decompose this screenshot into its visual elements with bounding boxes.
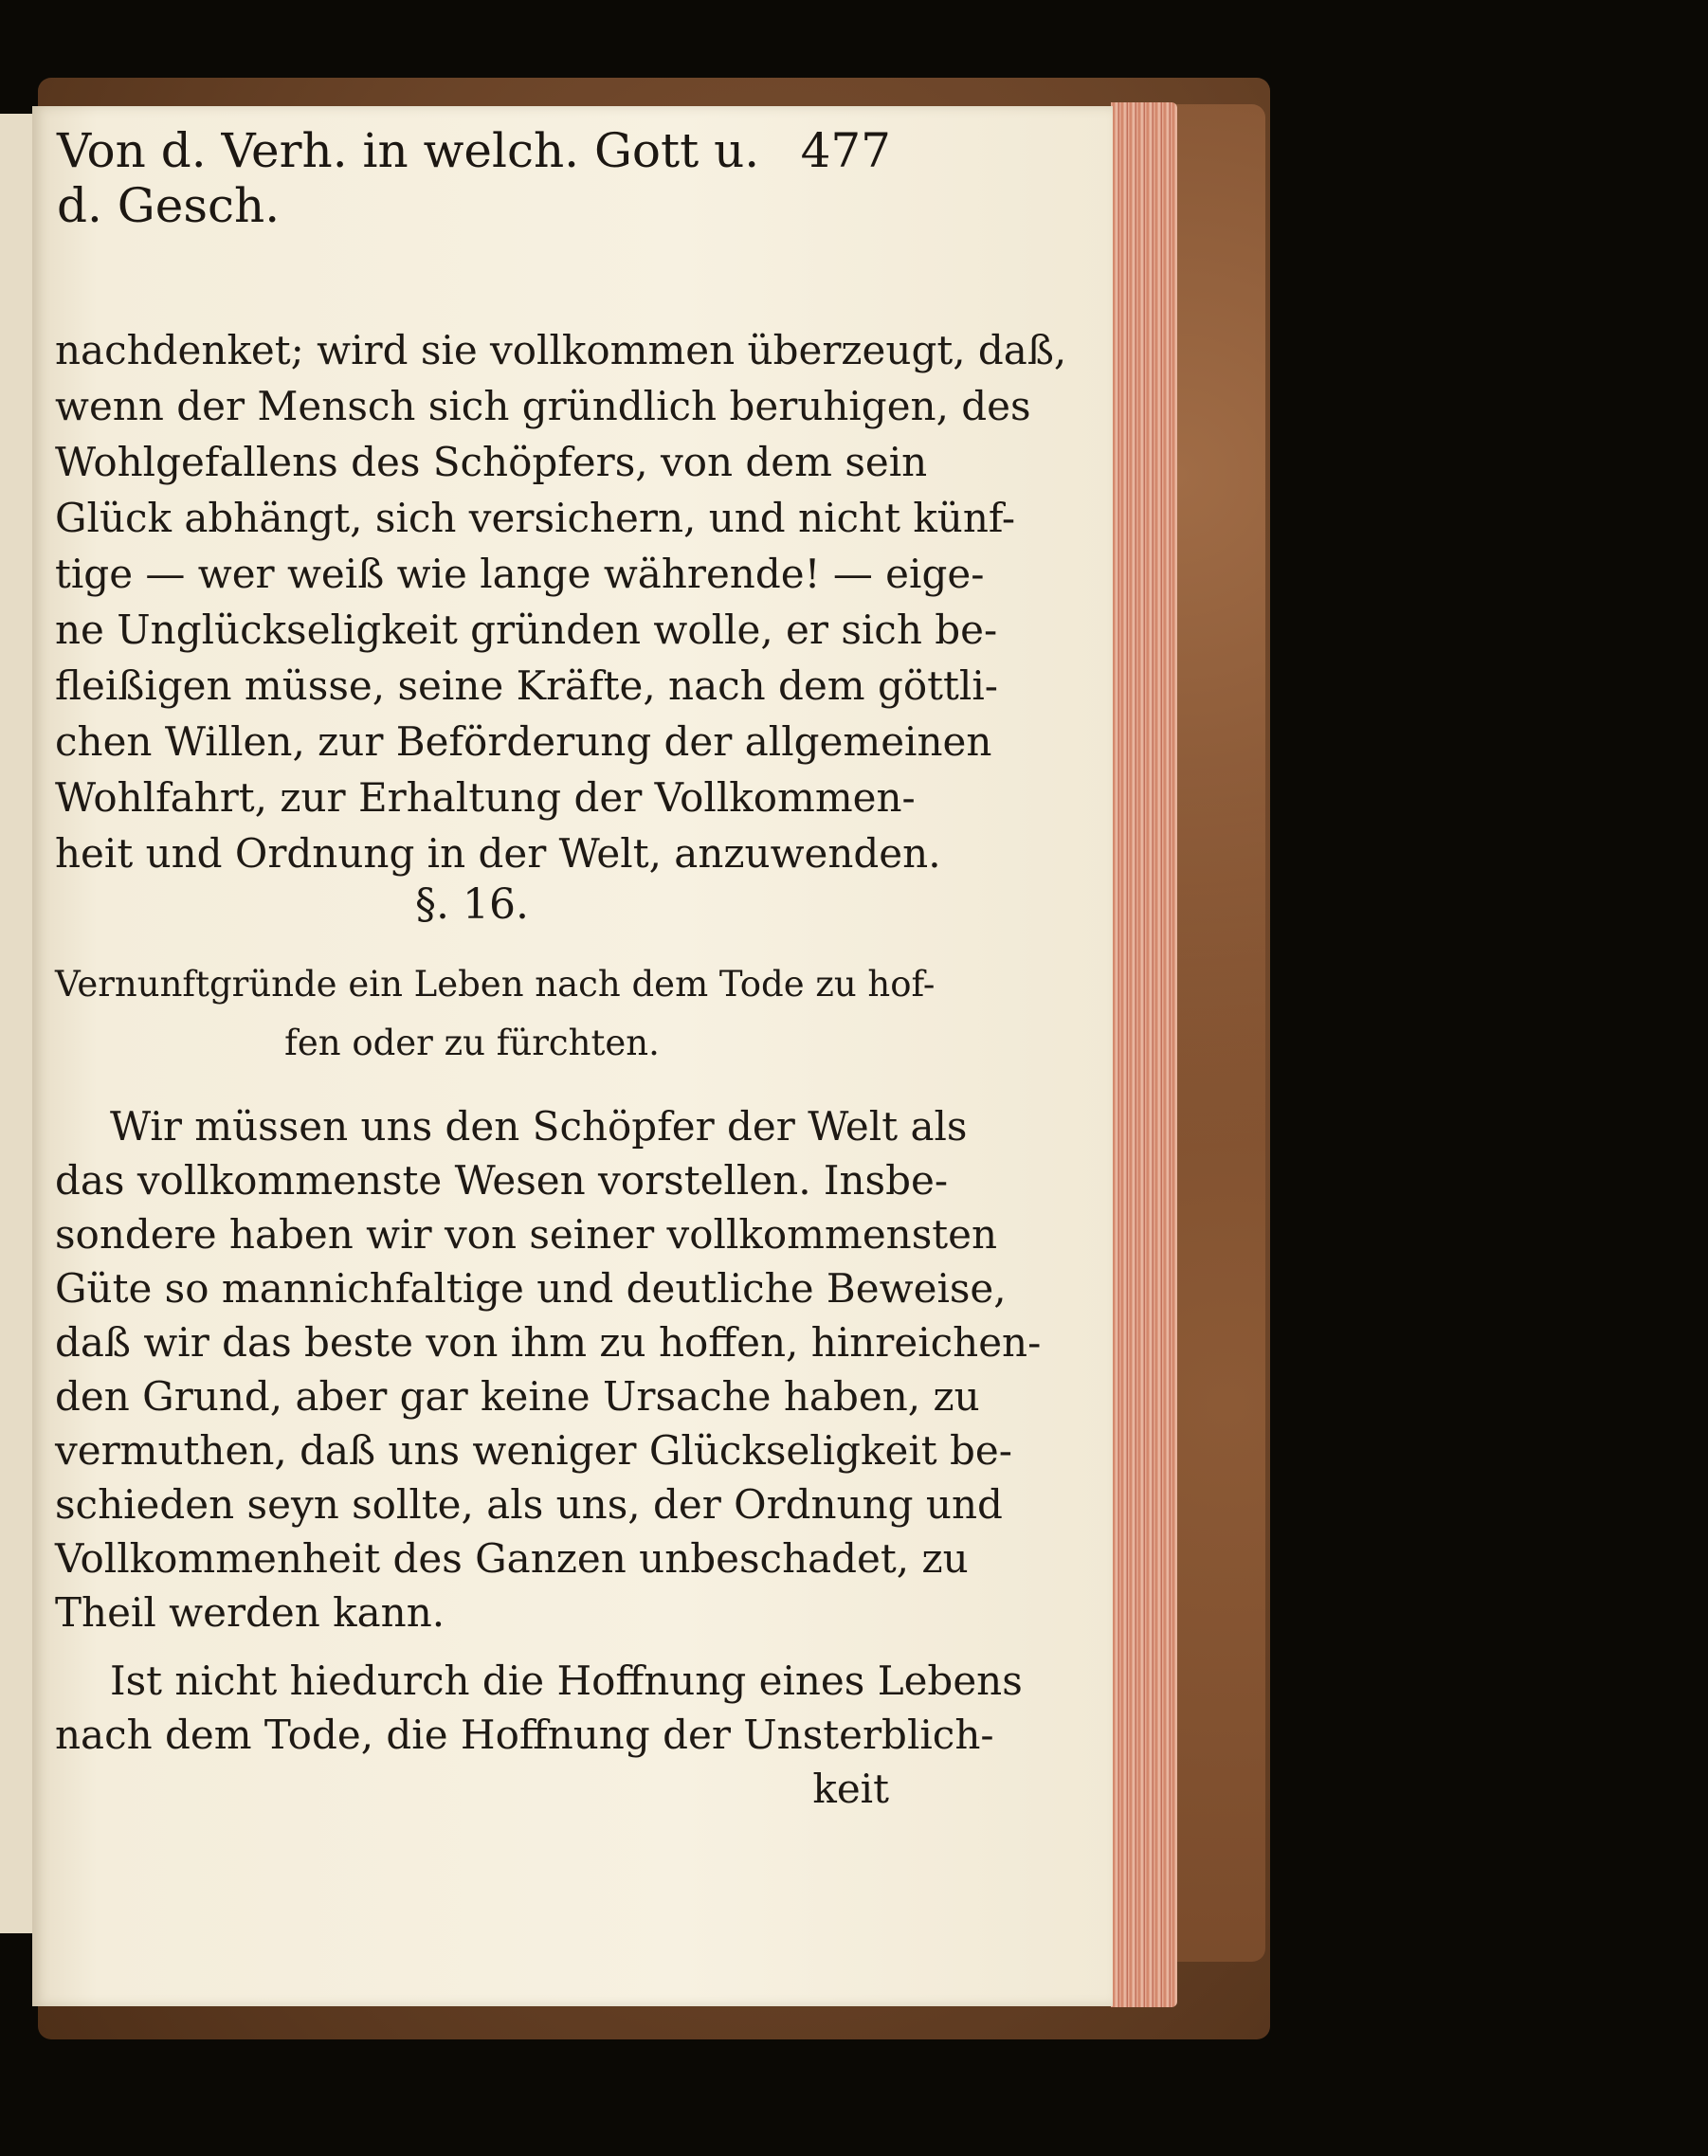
text-line: tige — wer weiß wie lange währende! — eige- [55,551,985,597]
catchword: keit [812,1766,889,1812]
text-line: chen Willen, zur Beförderung der allgemeinen [55,718,992,765]
text-line: den Grund, aber gar keine Ursache haben, zu [55,1373,980,1420]
text-line: Theil werden kann. [55,1589,445,1636]
page-edges [1111,102,1177,2007]
text-line: nachdenket; wird sie vollkommen überzeugt, daß, [55,327,1067,373]
text-line: daß wir das beste von ihm zu hoffen, hinreichen- [55,1319,1042,1366]
text-line: Vollkommenheit des Ganzen unbeschadet, zu [55,1535,969,1582]
text-line: vermuthen, daß uns weniger Glückseligkeit be- [55,1427,1012,1474]
text-line: ne Unglückseligkeit gründen wolle, er sich be- [55,607,998,653]
text-line: das vollkommenste Wesen vorstellen. Insbe- [55,1157,949,1204]
text-line: Ist nicht hiedurch die Hoffnung eines Lebens [110,1658,1023,1704]
paragraph-2 [55,1099,1042,1640]
facing-page-sliver [0,114,36,1933]
paragraph-3 [55,1654,1023,1816]
running-title: Von d. Verh. in welch. Gott u. d. Gesch. [57,123,760,233]
subtitle-line: Vernunftgründe ein Leben nach dem Tode zu hof- [55,964,936,1005]
text-line: wenn der Mensch sich gründlich beruhigen, des [55,383,1031,429]
text-line: Glück abhängt, sich versichern, und nicht künf- [55,495,1016,541]
subtitle-line: fen oder zu fürchten. [284,1023,660,1063]
text-line: heit und Ordnung in der Welt, anzuwenden. [55,830,941,877]
text-line: schieden seyn sollte, als uns, der Ordnung und [55,1481,1003,1528]
text-line: Wohlgefallens des Schöpfers, von dem sein [55,439,928,485]
text-line: nach dem Tode, die Hoffnung der Unsterblich- [55,1712,994,1758]
text-line: sondere haben wir von seiner vollkommensten [55,1211,998,1258]
text-line: Güte so mannichfaltige und deutliche Beweise, [55,1265,1007,1312]
paragraph-1 [55,322,1067,881]
section-subtitle [55,955,936,1073]
text-line: fleißigen müsse, seine Kräfte, nach dem göttli- [55,662,998,709]
page-number: 477 [800,123,891,178]
running-header [57,123,891,233]
section-heading: §. 16. [415,880,529,929]
text-line: Wir müssen uns den Schöpfer der Welt als [110,1103,968,1150]
text-line: Wohlfahrt, zur Erhaltung der Vollkommen- [55,774,916,821]
